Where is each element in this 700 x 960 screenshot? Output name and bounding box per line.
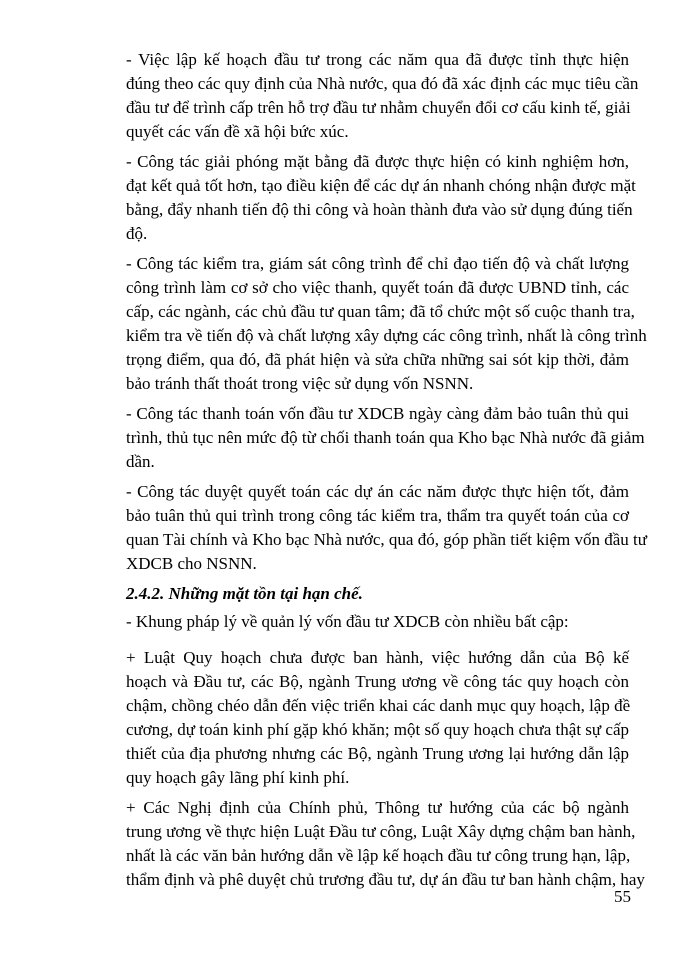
section-heading: 2.4.2. Những mặt tồn tại hạn chế. xyxy=(126,584,363,603)
text-line: + Luật Quy hoạch chưa được ban hành, việc hướng dẫn của Bộ kế xyxy=(126,648,629,667)
page-number: 55 xyxy=(614,887,631,906)
text-line: dần. xyxy=(126,452,155,471)
text-line: đúng theo các quy định của Nhà nước, qua đó đã xác định các mục tiêu cần xyxy=(126,74,639,93)
paragraph-decrees xyxy=(126,796,645,892)
text-line: quan Tài chính và Kho bạc Nhà nước, qua đó, góp phần tiết kiệm vốn đầu tư xyxy=(126,530,647,549)
text-line: đầu tư để trình cấp trên hỗ trợ đầu tư nhằm chuyển đổi cơ cấu kinh tế, giải xyxy=(126,98,631,117)
body-text xyxy=(126,48,647,898)
paragraph-planning xyxy=(126,48,639,144)
paragraph-settlement xyxy=(126,480,647,576)
text-line: chậm, chồng chéo dẫn đến việc triển khai các danh mục quy hoạch, lập đề xyxy=(126,696,631,715)
text-line: - Công tác duyệt quyết toán các dự án các năm được thực hiện tốt, đảm xyxy=(126,482,629,501)
text-line: cấp, các ngành, các chủ đầu tư quan tâm; đã tổ chức một số cuộc thanh tra, xyxy=(126,302,635,321)
text-line: hoạch và Đầu tư, các Bộ, ngành Trung ương về công tác quy hoạch còn xyxy=(126,672,629,691)
text-line: thẩm định và phê duyệt chủ trương đầu tư, dự án đầu tư ban hành chậm, hay xyxy=(126,870,645,889)
text-line: + Các Nghị định của Chính phủ, Thông tư hướng của các bộ ngành xyxy=(126,798,629,817)
text-line: bảo tuân thủ qui trình trong công tác kiểm tra, thẩm tra quyết toán của cơ xyxy=(126,506,629,525)
paragraph-planning-law xyxy=(126,646,629,790)
text-line: thiết của địa phương nhưng các Bộ, ngành Trung ương lại hướng dẫn lập xyxy=(126,744,629,763)
text-line: kiểm tra về tiến độ và chất lượng xây dựng các công trình, nhất là công trình xyxy=(126,326,647,345)
text-line: công trình làm cơ sở cho việc thanh, quyết toán đã được UBND tỉnh, các xyxy=(126,278,629,297)
paragraph-inspection xyxy=(126,252,647,396)
text-line: - Công tác thanh toán vốn đầu tư XDCB ngày càng đảm bảo tuân thủ qui xyxy=(126,404,629,423)
text-line: cương, dự toán kinh phí gặp khó khăn; một số quy hoạch chưa thật sự cấp xyxy=(126,720,629,739)
paragraph-payment xyxy=(126,402,645,474)
text-line: - Khung pháp lý về quản lý vốn đầu tư XDCB còn nhiều bất cập: xyxy=(126,612,569,631)
text-line: quyết các vấn đề xã hội bức xúc. xyxy=(126,122,349,141)
text-line: bằng, đẩy nhanh tiến độ thi công và hoàn thành đưa vào sử dụng đúng tiến xyxy=(126,200,633,219)
text-line: XDCB cho NSNN. xyxy=(126,554,257,573)
text-line: nhất là các văn bản hướng dẫn về lập kế hoạch đầu tư công trung hạn, lập, xyxy=(126,846,631,865)
text-line: quy hoạch gây lãng phí kinh phí. xyxy=(126,768,350,787)
text-line: trọng điểm, qua đó, đã phát hiện và sửa chữa những sai sót kịp thời, đảm xyxy=(126,350,629,369)
text-line: độ. xyxy=(126,224,148,243)
text-line: đạt kết quả tốt hơn, tạo điều kiện để các dự án nhanh chóng nhận được mặt xyxy=(126,176,636,195)
text-line: trình, thủ tục nên mức độ từ chối thanh toán qua Kho bạc Nhà nước đã giảm xyxy=(126,428,645,447)
text-line: - Công tác giải phóng mặt bằng đã được thực hiện có kinh nghiệm hơn, xyxy=(126,152,629,171)
text-line: - Công tác kiểm tra, giám sát công trình để chỉ đạo tiến độ và chất lượng xyxy=(126,254,629,273)
paragraph-legal-framework xyxy=(126,610,629,634)
paragraph-land-clearance xyxy=(126,150,636,246)
text-line: - Việc lập kế hoạch đầu tư trong các năm qua đã được tỉnh thực hiện xyxy=(126,50,629,69)
text-line: trung ương về thực hiện Luật Đầu tư công, Luật Xây dựng chậm ban hành, xyxy=(126,822,636,841)
text-line: bảo tránh thất thoát trong việc sử dụng vốn NSNN. xyxy=(126,374,474,393)
